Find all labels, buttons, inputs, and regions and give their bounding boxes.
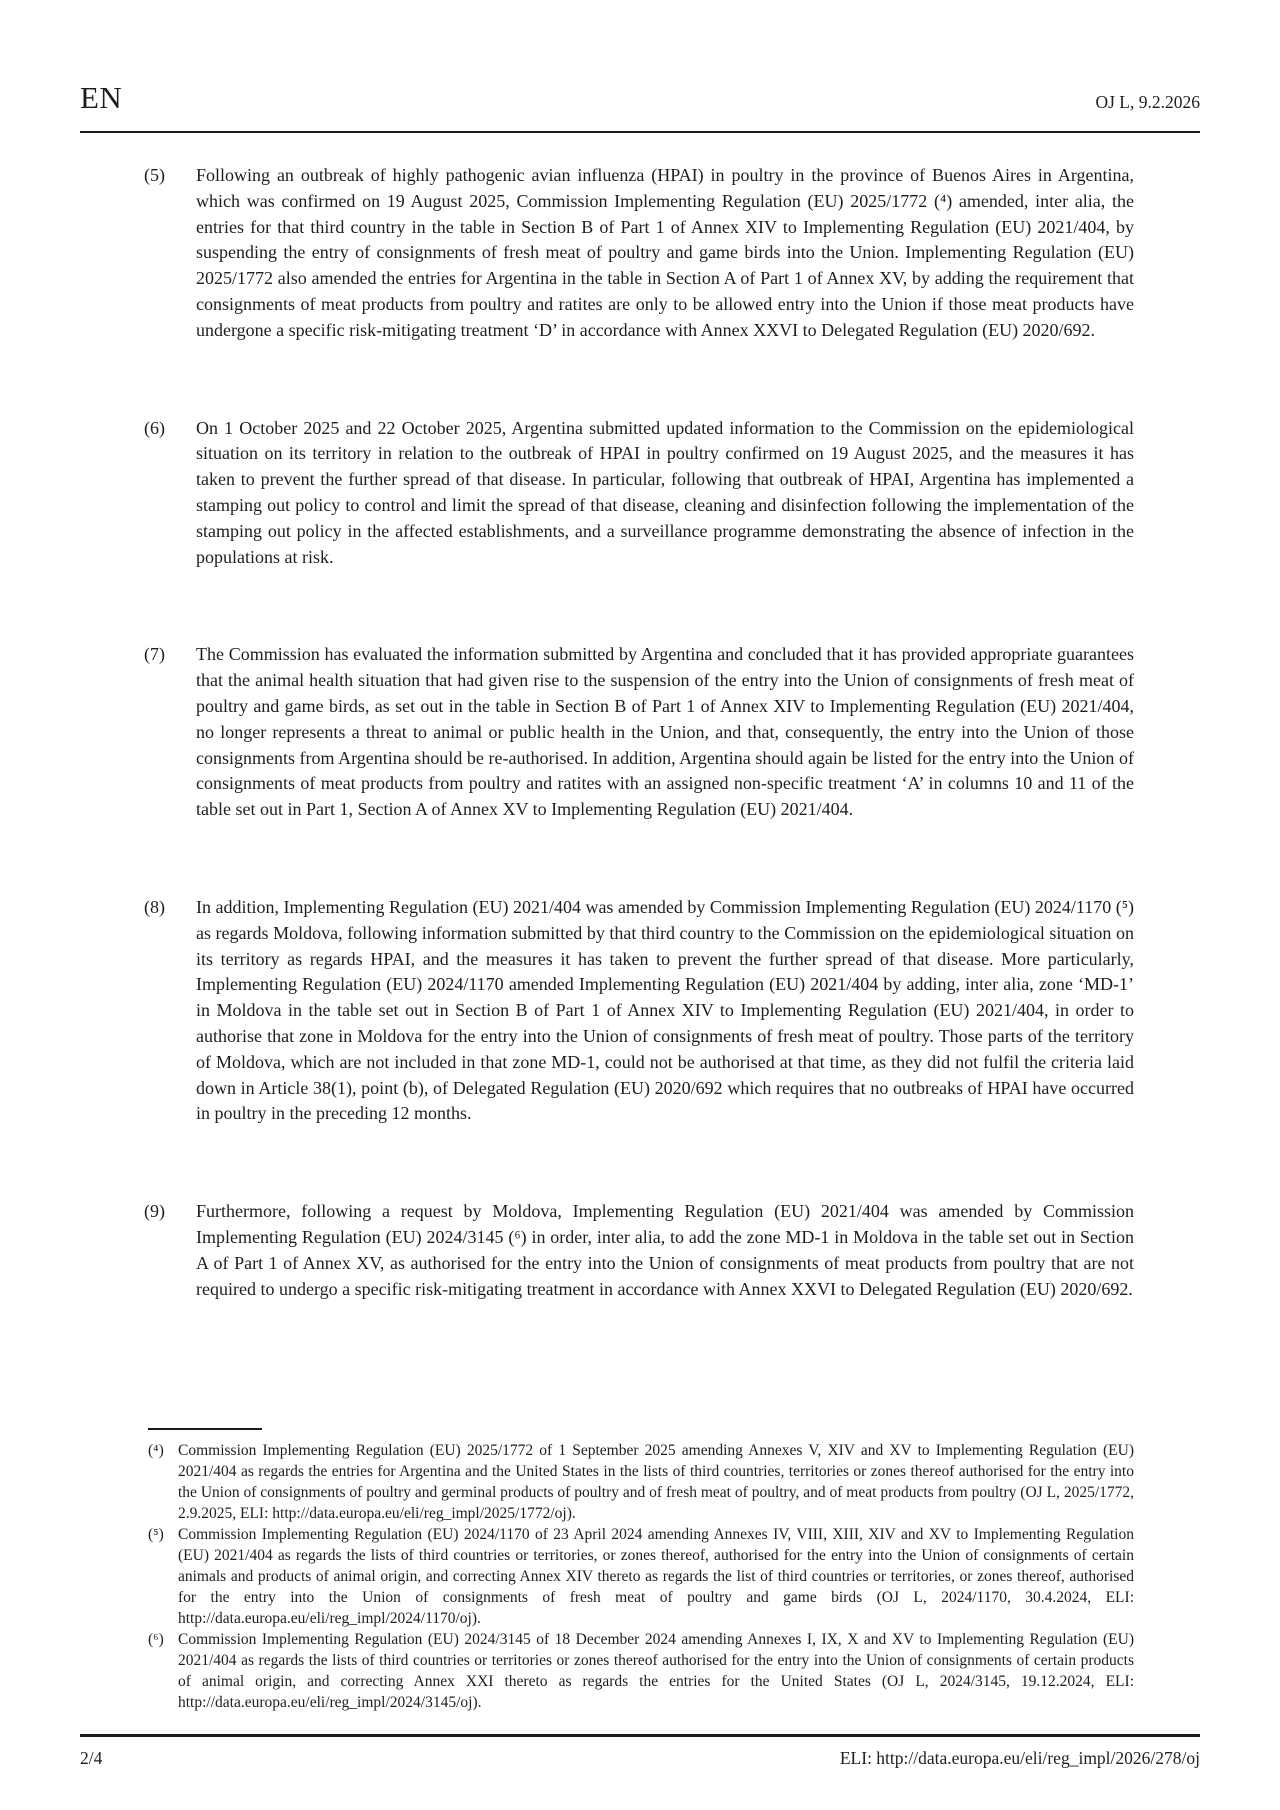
footnote-marker: (⁶) xyxy=(148,1631,164,1648)
header-divider xyxy=(80,131,1200,133)
recital-paragraph xyxy=(144,895,1134,1127)
footnote-item xyxy=(148,1440,1134,1524)
recital-paragraph xyxy=(144,163,1134,344)
footer-divider xyxy=(80,1734,1200,1737)
footnote-text: Commission Implementing Regulation (EU) 2025/1772 of 1 September 2025 amending Annexes V, XIV and XV to Implementing Regulation (EU) 2021/404 as regards the entries for Argentina and the United States in the lists of third countries, territories or zones thereof authorised for the entry into the Union of consignments of poultry and germinal products of poultry and of fresh meat of poultry, and of meat products from poultry (OJ L, 2025/1772, 2.9.2025, ELI: http://data.europa.eu/eli/reg_impl/2025/1772/oj). xyxy=(178,1442,1134,1522)
footnotes-section xyxy=(148,1440,1134,1713)
footnote-marker: (⁴) xyxy=(148,1442,164,1459)
recitals-section xyxy=(144,163,1134,1302)
recital-text: Following an outbreak of highly pathogenic avian influenza (HPAI) in poultry in the province of Buenos Aires in Argentina, which was confirmed on 19 August 2025, Commission Implementing Regulation (EU) 2025/1772 (⁴) amended, inter alia, the entries for that third country in the table in Section B of Part 1 of Annex XIV to Implementing Regulation (EU) 2021/404, by suspending the entry of consignments of fresh meat of poultry and game birds into the Union. Implementing Regulation (EU) 2025/1772 also amended the entries for Argentina in the table in Section A of Part 1 of Annex XV, by adding the requirement that consignments of meat products from poultry and ratites are only to be allowed entry into the Union if those meat products have undergone a specific risk-mitigating treatment ‘D’ in accordance with Annex XXVI to Delegated Regulation (EU) 2020/692. xyxy=(196,165,1134,340)
footnote-text: Commission Implementing Regulation (EU) 2024/3145 of 18 December 2024 amending Annexes I, IX, X and XV to Implementing Regulation (EU) 2021/404 as regards the lists of third countries or territories or zones thereof authorised for the entry into the Union of consignments of certain products of animal origin, and correcting Annex XXI thereto as regards the entries for the United States (OJ L, 2024/3145, 19.12.2024, ELI: http://data.europa.eu/eli/reg_impl/2024/3145/oj). xyxy=(178,1631,1134,1711)
recital-text: The Commission has evaluated the information submitted by Argentina and concluded that it has provided appropriate guarantees that the animal health situation that had given rise to the suspension of the entry into the Union of consignments of fresh meat of poultry and game birds, as set out in the table in Section B of Part 1 of Annex XIV to Implementing Regulation (EU) 2021/404, no longer represents a threat to animal or public health in the Union, and that, consequently, the entry into the Union of those consignments from Argentina should be re-authorised. In addition, Argentina should again be listed for the entry into the Union of consignments of meat products from poultry and ratites with an assigned non-specific treatment ‘A’ in columns 10 and 11 of the table set out in Part 1, Section A of Annex XV to Implementing Regulation (EU) 2021/404. xyxy=(196,644,1134,820)
recital-number: (8) xyxy=(144,896,165,917)
footnote-item xyxy=(148,1629,1134,1713)
recital-number: (7) xyxy=(144,644,165,665)
recital-paragraph xyxy=(144,1199,1134,1302)
page-number: 2/4 xyxy=(80,1748,103,1768)
footnote-text: Commission Implementing Regulation (EU) 2024/1170 of 23 April 2024 amending Annexes IV, VIII, XIII, XIV and XV to Implementing Regulation (EU) 2021/404 as regards the lists of third countries or territories, or zones thereof, authorised for the entry into the Union of consignments of certain animals and products of animal origin, and correcting Annex XIV thereto as regards the list of third countries or territories, or zones thereof, authorised for the entry into the Union of consignments of fresh meat of poultry and game birds (OJ L, 2024/1170, 30.4.2024, ELI: http://data.europa.eu/eli/reg_impl/2024/1170/oj). xyxy=(178,1526,1134,1627)
eli-reference: ELI: http://data.europa.eu/eli/reg_impl/2026/278/oj xyxy=(839,1748,1200,1768)
page-footer xyxy=(80,1748,1200,1769)
recital-number: (5) xyxy=(144,165,165,185)
language-code: EN xyxy=(80,80,123,115)
recital-number: (6) xyxy=(144,417,165,438)
recital-text: Furthermore, following a request by Moldova, Implementing Regulation (EU) 2021/404 was amended by Commission Implementing Regulation (EU) 2024/3145 (⁶) in order, inter alia, to add the zone MD-1 in Moldova in the table set out in Section A of Part 1 of Annex XV, as authorised for the entry into the Union of consignments of meat products from poultry that are not required to undergo a specific risk-mitigating treatment in accordance with Annex XXVI to Delegated Regulation (EU) 2020/692. xyxy=(196,1201,1134,1299)
footnote-divider xyxy=(148,1428,262,1430)
recital-text: On 1 October 2025 and 22 October 2025, Argentina submitted updated information to the Commission on the epidemiological situation on its territory in relation to the outbreak of HPAI in poultry confirmed on 19 August 2025, and the measures it has taken to prevent the further spread of that disease. In particular, following that outbreak of HPAI, Argentina has implemented a stamping out policy to control and limit the spread of that disease, cleaning and disinfection following the implementation of the stamping out policy in the affected establishments, and a surveillance programme demonstrating the absence of infection in the populations at risk. xyxy=(196,417,1134,567)
recital-paragraph xyxy=(144,642,1134,823)
recital-number: (9) xyxy=(144,1201,165,1222)
footnote-item xyxy=(148,1524,1134,1629)
recital-paragraph xyxy=(144,416,1134,571)
footnote-marker: (⁵) xyxy=(148,1526,164,1543)
page-header xyxy=(80,80,1200,116)
journal-reference: OJ L, 9.2.2026 xyxy=(1095,92,1200,112)
recital-text: In addition, Implementing Regulation (EU) 2021/404 was amended by Commission Implementing Regulation (EU) 2024/1170 (⁵) as regards Moldova, following information submitted by that third country to the Commission on the epidemiological situation on its territory as regards HPAI, and the measures it has taken to prevent the further spread of that disease. More particularly, Implementing Regulation (EU) 2024/1170 amended Implementing Regulation (EU) 2021/404 by adding, inter alia, zone ‘MD-1’ in Moldova in the table set out in Section B of Part 1 of Annex XIV to Implementing Regulation (EU) 2021/404, in order to authorise that zone in Moldova for the entry into the Union of consignments of fresh meat of poultry. Those parts of the territory of Moldova, which are not included in that zone MD-1, could not be authorised at that time, as they did not fulfil the criteria laid down in Article 38(1), point (b), of Delegated Regulation (EU) 2020/692 which requires that no outbreaks of HPAI have occurred in poultry in the preceding 12 months. xyxy=(196,896,1134,1124)
